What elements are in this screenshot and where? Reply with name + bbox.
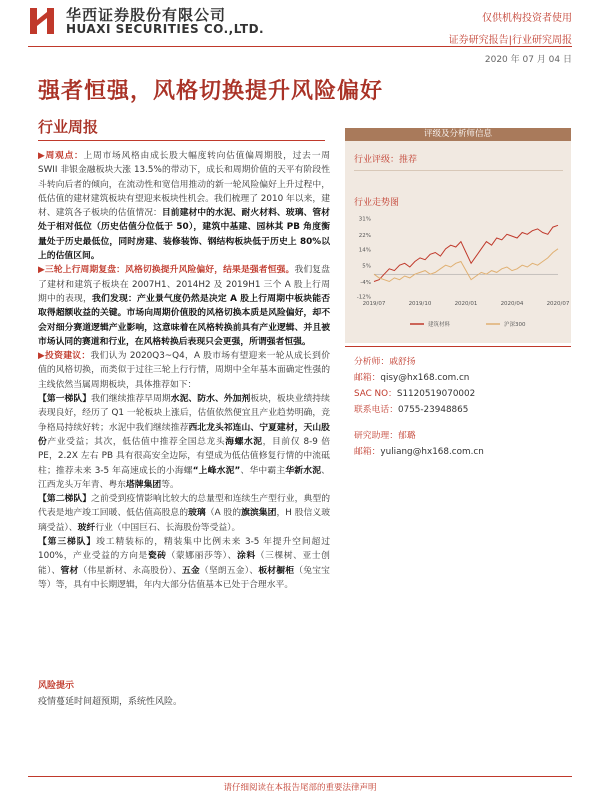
- rating-panel-header: 评级及分析师信息: [345, 128, 571, 141]
- industry-rating: [354, 152, 417, 165]
- body-text: （三棵树、亚士创能）、: [38, 551, 330, 576]
- analyst-row: [354, 354, 416, 367]
- body-paragraph: [38, 535, 330, 592]
- body-highlight: 玻璃: [188, 508, 206, 519]
- y-tick-label: 22%: [358, 232, 371, 239]
- body-paragraph: [38, 392, 330, 492]
- body-highlight: 风格切换提升风险偏好，结果是强者恒强。: [125, 265, 295, 276]
- rating-divider: [354, 170, 563, 171]
- report-body: [38, 149, 330, 592]
- body-highlight: 旗滨集团: [241, 508, 277, 519]
- body-text: ，目前仅 8-9 倍 PE，2.2X 左右 PB 具有很高安全边际，有望成为低估值修复行情的中流砥柱；推荐未来 3-5 年高速成长的小海螺: [38, 436, 330, 476]
- legal-notice: 请仔细阅读在本报告尾部的重要法律声明: [223, 783, 377, 793]
- analyst-key: 邮箱：: [354, 373, 381, 383]
- body-text: （伟星新材、永高股份）、: [78, 565, 182, 576]
- y-tick-label: 5%: [362, 263, 371, 270]
- company-name-en: HUAXI SECURITIES CO.,LTD.: [66, 22, 265, 36]
- y-tick-label: 31%: [358, 216, 371, 223]
- analyst-key: SAC NO：: [354, 389, 397, 399]
- body-paragraph: [38, 149, 330, 263]
- series-line-building-materials: [374, 225, 558, 281]
- body-highlight: “上峰水泥”: [192, 465, 241, 476]
- body-highlight: 涂料: [237, 551, 256, 562]
- section-label: 行业周报: [38, 118, 99, 136]
- x-tick-label: 2020/07: [546, 301, 570, 307]
- body-text: 我们认为 2020Q3~Q4，A 股市场有望迎来一轮从成长到价值的风格切换，而类似于过往三轮上行行情，周期中全年基本面确定性强的主线依然当属周期板块，具体推荐如下：: [38, 351, 331, 390]
- analyst-key: 研究助理：: [354, 431, 398, 441]
- report-title: 强者恒强，风格切换提升风险偏好: [38, 79, 384, 104]
- body-highlight: 西北龙头祁连山、宁夏建材，天山股份: [38, 422, 330, 447]
- body-text: （坚朗五金）、: [199, 565, 259, 576]
- paragraph-label: ▶周观点：: [38, 151, 84, 161]
- analyst-divider: [345, 346, 571, 347]
- body-text: 我们继续推荐早周期: [91, 394, 171, 405]
- body-highlight: 塔牌集团: [125, 479, 162, 490]
- header-divider: [28, 46, 572, 47]
- analyst-key: 分析师：: [354, 357, 390, 367]
- risk-text: 疫情蔓延时间超预期，系统性风险。: [38, 697, 183, 707]
- body-text: 、华中霸主: [240, 465, 286, 476]
- body-highlight: 【第一梯队】: [38, 394, 92, 405]
- body-text: 板块，板块业绩持续表现良好，经历了 Q1 一轮板块上涨后，估值依然便宜且产业趋势明确，竞争格局持续好转；水泥中我们继续推荐: [38, 394, 330, 433]
- report-date: 2020 年 07 月 04 日: [484, 55, 572, 65]
- body-highlight: 目前建材中的水泥、耐火材料、玻璃、管材处于相对低位（历史估值分位低于 50），建筑中基建、园林其 PB 角度衡量处于历史最低位，同时房建、装修装饰、钢结构板块低于历史上 80%以上的估值区间。: [38, 208, 330, 262]
- body-highlight: 五金: [181, 565, 200, 576]
- risk-title: 风险提示: [38, 681, 75, 691]
- body-highlight: 海螺水泥: [225, 436, 263, 447]
- body-text: 之前受到疫情影响比较大的总量型和连续生产型行业，典型的代表是地产竣工回暖、低估值高股息的: [38, 494, 330, 519]
- analyst-value: S1120519070002: [396, 389, 476, 399]
- report-type: 证券研究报告|行业研究周报: [448, 35, 572, 46]
- analyst-name: 戚舒扬: [389, 357, 416, 367]
- analyst-value[interactable]: qisy@hx168.com.cn: [380, 373, 470, 383]
- trend-label: 行业走势图: [354, 198, 400, 208]
- body-highlight: 【第二梯队】: [38, 494, 92, 505]
- body-paragraph: [38, 492, 330, 535]
- analyst-value[interactable]: yuliang@hx168.com.cn: [380, 447, 484, 457]
- body-highlight: 水泥、防水、外加剂: [170, 394, 251, 405]
- body-text: ，H 股信义玻璃受益）、: [38, 508, 330, 533]
- y-tick-label: -4%: [360, 279, 371, 286]
- paragraph-label: ▶投资建议：: [38, 351, 91, 362]
- body-highlight: 管材: [60, 565, 79, 576]
- body-text: （兔宝宝等）等，具有中长期逻辑，年内大部分估值基本已处于合理水平。: [38, 565, 330, 590]
- analyst-row: [354, 428, 416, 441]
- legend-label: 沪深300: [504, 322, 526, 328]
- body-text: 等。: [161, 479, 179, 490]
- body-paragraph: [38, 263, 330, 349]
- analyst-row: [354, 386, 475, 399]
- y-tick-label: -12%: [356, 294, 371, 301]
- body-highlight: 我们发现：产业景气度仍然是决定 A 股上行周期中板块能否取得超额收益的关键。市场向周期价值股的风格切换本质是风险偏好，却不会对细分赛道逻辑产业影响，这意味着在风格转换前具有产业逻辑、并且被市场认同的赛道和行业，在风格转换后表现只会更强，所谓强者恒强。: [38, 293, 330, 347]
- analyst-row: [354, 444, 484, 457]
- body-text: （蒙娜丽莎等）、: [166, 551, 237, 562]
- body-text: 、江西龙头万年青、粤东: [38, 465, 330, 490]
- legend-label: 建筑材料: [428, 322, 451, 328]
- body-text: 竣工精装标的，精装集中比例未来 3-5 年提升空间超过 100%，产业受益的方向是: [38, 537, 330, 562]
- body-text: 行业（中国巨石、长海股份等受益）。: [95, 522, 241, 533]
- usage-note: 仅供机构投资者使用: [482, 13, 572, 24]
- analyst-key: 邮箱：: [354, 447, 381, 457]
- section-divider: [38, 140, 325, 141]
- paragraph-label: ▶三轮上行周期复盘：: [38, 265, 126, 276]
- rating-value: 推荐: [399, 155, 418, 165]
- body-highlight: 板材橱柜: [258, 565, 295, 576]
- x-tick-label: 2020/01: [454, 301, 478, 307]
- x-tick-label: 2019/07: [362, 301, 386, 307]
- body-highlight: 【第三梯队】: [38, 537, 97, 548]
- body-highlight: 瓷砖: [147, 551, 167, 562]
- body-paragraph: [38, 349, 330, 392]
- analyst-row: [354, 402, 468, 415]
- analyst-value: 0755-23948865: [398, 405, 469, 415]
- industry-trend-chart: [352, 212, 570, 338]
- y-tick-label: 14%: [358, 247, 371, 254]
- body-text: 产业受益；其次，低估值中推荐全国总龙头: [47, 436, 226, 447]
- x-tick-label: 2020/04: [500, 301, 524, 307]
- body-text: （A 股的: [205, 508, 242, 519]
- analyst-name: 郁璐: [398, 431, 416, 441]
- series-line-csi300: [374, 249, 558, 282]
- analyst-row: [354, 370, 469, 383]
- body-highlight: 华新水泥: [285, 465, 322, 476]
- body-highlight: 玻纤: [77, 522, 96, 533]
- analyst-key: 联系电话：: [354, 405, 398, 415]
- company-name-cn: 华西证券股份有限公司: [66, 6, 227, 24]
- company-logo: [28, 6, 56, 36]
- rating-label: 行业评级：: [354, 155, 400, 165]
- body-text: 我们复盘了建材和建筑子板块在 2007H1、2014H2 及 2019H1 三个 A 股上行周期中的表现，: [38, 265, 330, 304]
- x-tick-label: 2019/10: [408, 301, 432, 307]
- footer-divider: [28, 776, 572, 777]
- body-text: 上周市场风格由成长股大幅度转向估值偏周期股，过去一周 SWII 非银金融板块大涨 13.5%的带动下，成长和周期价值的天平有阶段性斗转向后者的倾向，在流动性和宽信用推动的新一轮风险偏好上升过程中，低估值的建材建筑板块有望迎来板块性机会。我们梳理了 2010 年以来，建材、建筑各子板块的估值情况：: [38, 151, 330, 219]
